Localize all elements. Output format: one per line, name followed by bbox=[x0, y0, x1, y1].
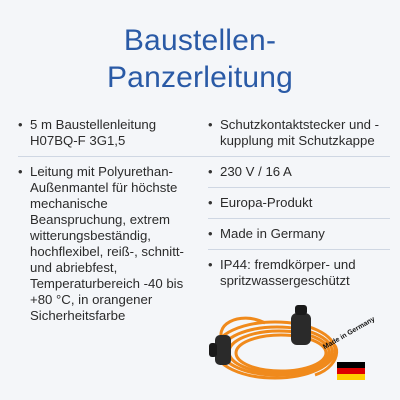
plug-icon bbox=[209, 335, 231, 365]
feature-text: Schutzkontaktstecker und -kupplung mit Schutzkappe bbox=[220, 117, 380, 148]
feature-item bbox=[208, 157, 390, 188]
bullet-icon: • bbox=[208, 226, 213, 241]
page-title bbox=[0, 22, 400, 96]
bullet-icon: • bbox=[208, 195, 213, 210]
feature-item bbox=[18, 110, 208, 157]
german-flag-icon bbox=[337, 362, 365, 380]
feature-text: Europa-Produkt bbox=[220, 195, 313, 210]
feature-text: IP44: fremdkörper- und spritzwassergeschützt bbox=[220, 257, 356, 288]
bullet-icon: • bbox=[18, 117, 23, 132]
title-line-1: Baustellen- bbox=[123, 24, 277, 57]
feature-item bbox=[18, 157, 208, 331]
feature-item bbox=[208, 188, 390, 219]
coiled-cable-icon bbox=[215, 318, 337, 378]
bullet-icon: • bbox=[18, 164, 23, 179]
coupling-icon bbox=[291, 305, 311, 345]
feature-text: Leitung mit Polyurethan-Außenmantel für höchste mechanische Beanspruchung, extrem witterungsbeständig, hochflexibel, reiß-, schnitt- und abriebfest, Temperaturbereich -40 bis +80 °C, in orangener Sicherheitsfarbe bbox=[30, 164, 184, 323]
features-right-column bbox=[208, 110, 390, 296]
feature-text: 5 m Baustellenleitung H07BQ-F 3G1,5 bbox=[30, 117, 157, 148]
feature-text: Made in Germany bbox=[220, 226, 325, 241]
features-left-column bbox=[18, 110, 208, 331]
bullet-icon: • bbox=[208, 117, 213, 132]
made-in-germany-stamp: Made in Germany bbox=[322, 315, 377, 352]
bullet-icon: • bbox=[208, 164, 213, 179]
feature-item bbox=[208, 219, 390, 250]
bullet-icon: • bbox=[208, 257, 213, 272]
feature-item bbox=[208, 110, 390, 157]
title-line-2: Panzerleitung bbox=[106, 61, 294, 94]
feature-text: 230 V / 16 A bbox=[220, 164, 292, 179]
feature-item bbox=[208, 250, 390, 296]
